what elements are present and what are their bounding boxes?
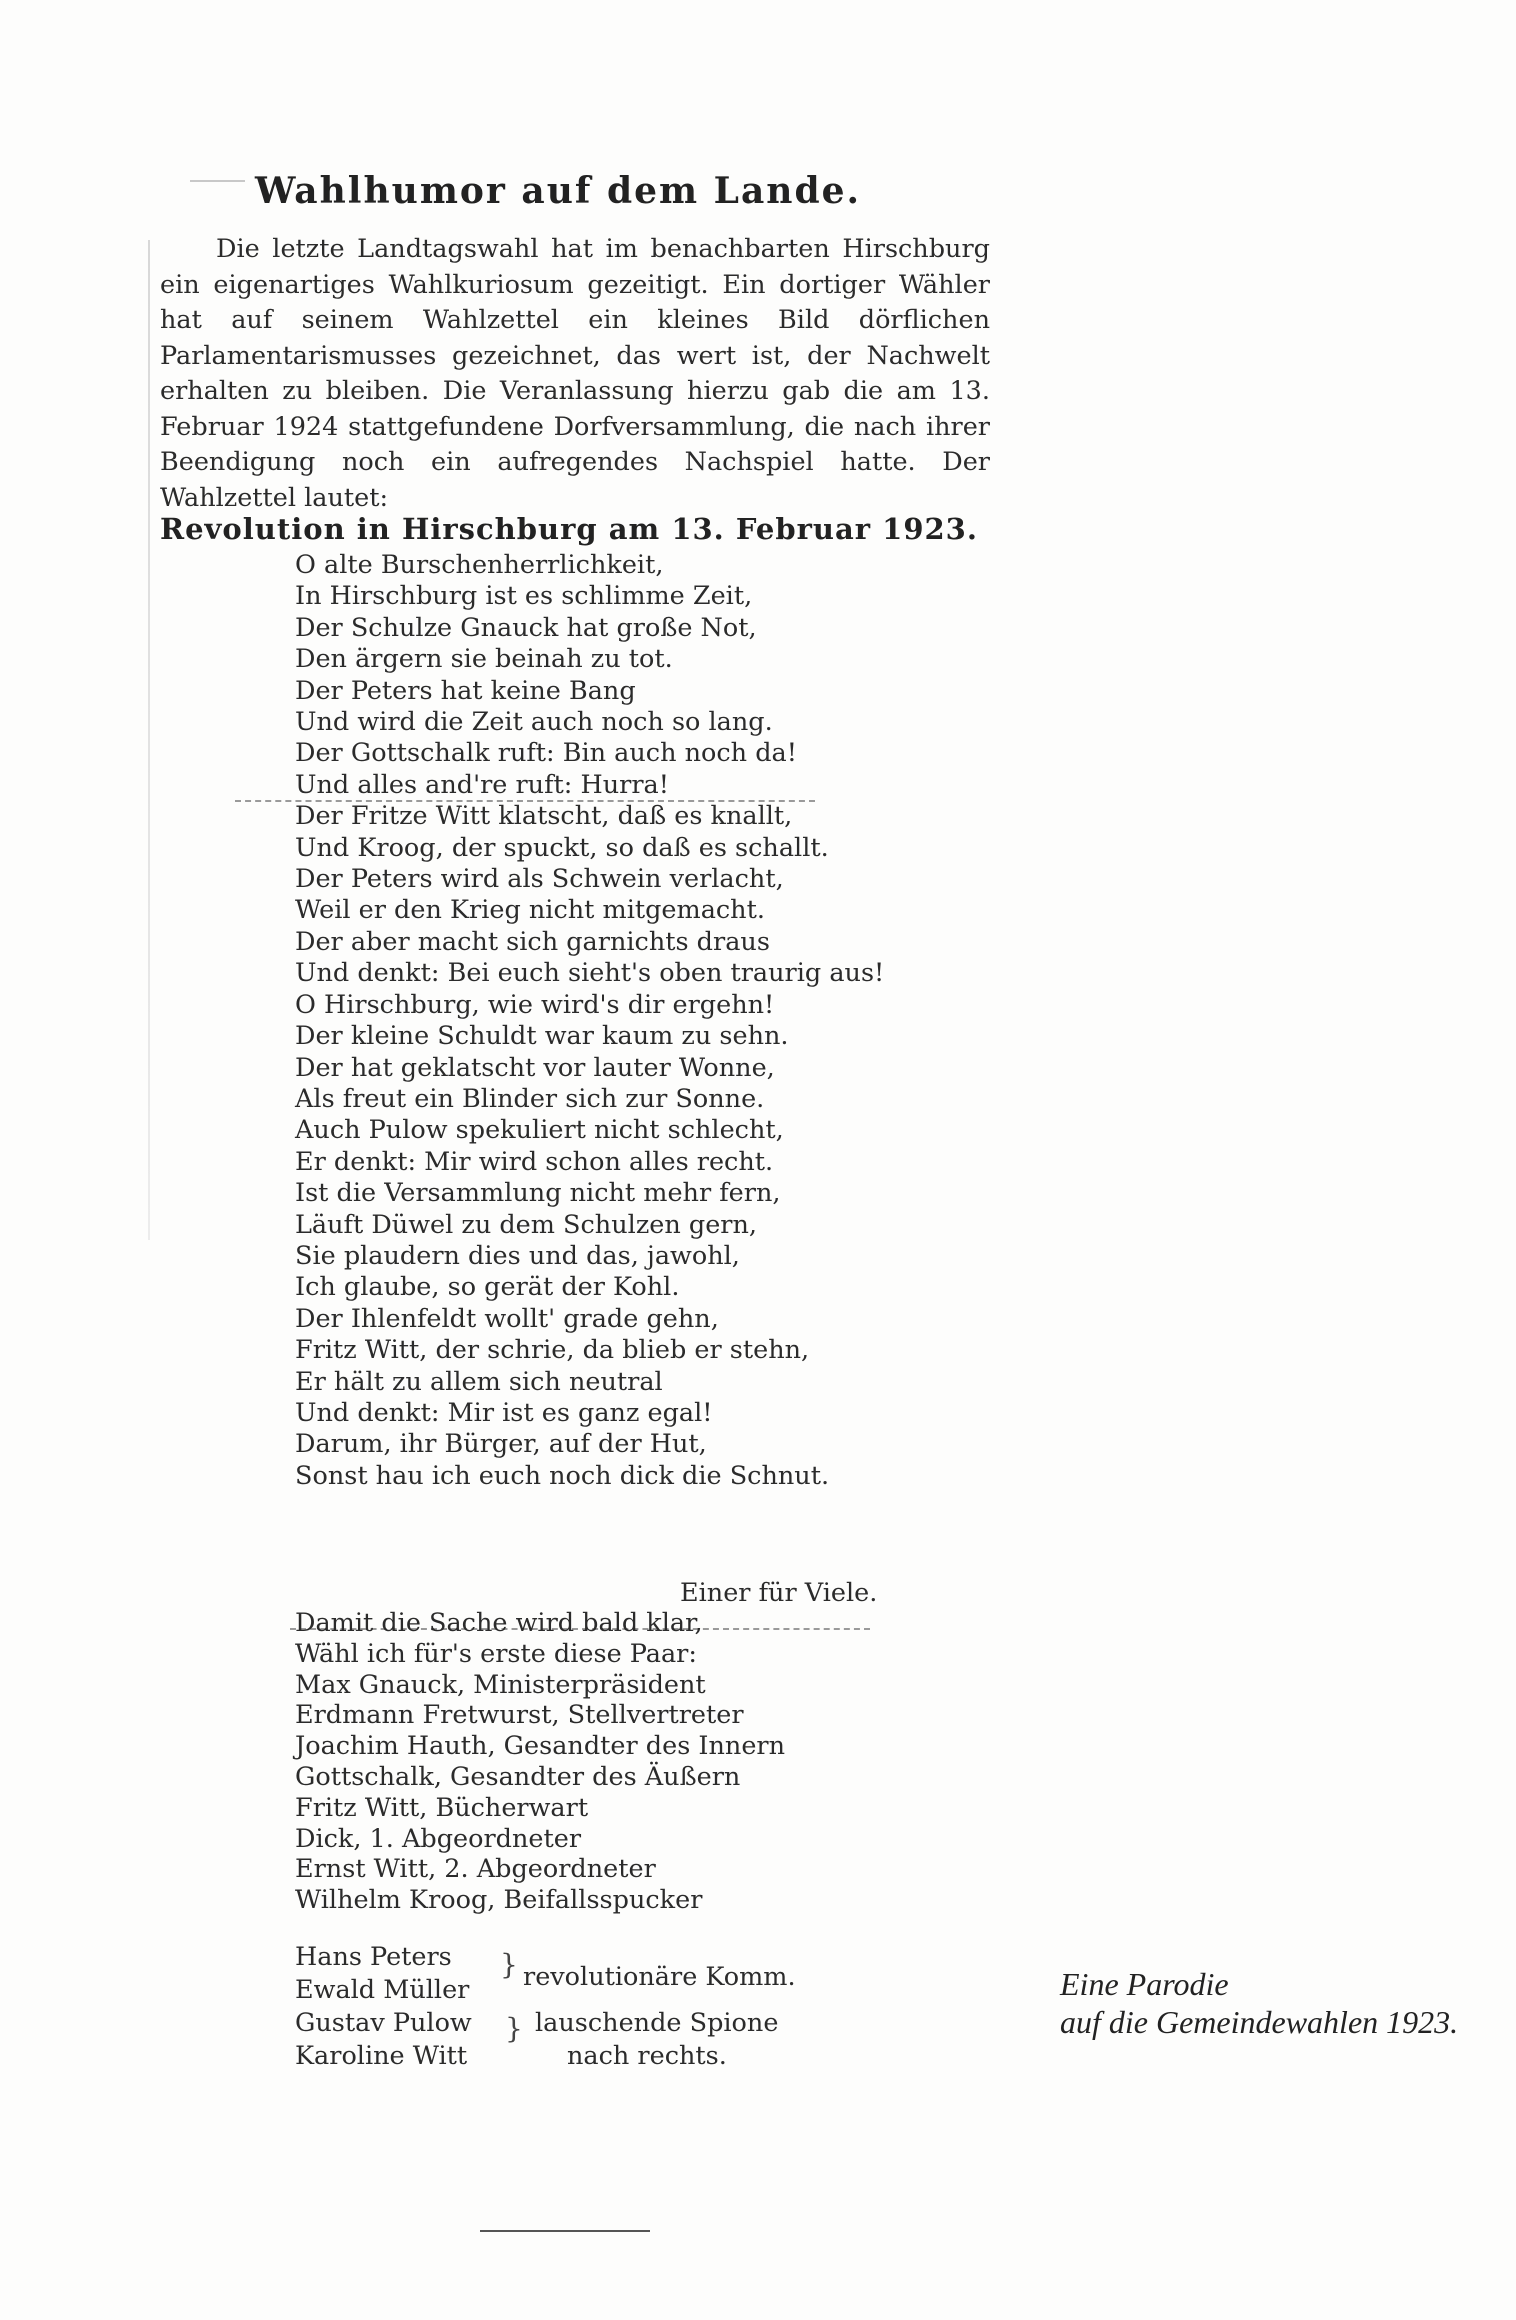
brace-icon: } — [505, 2012, 523, 2045]
list-item: Gottschalk, Gesandter des Äußern — [295, 1761, 741, 1792]
poem-line: Und wird die Zeit auch noch so lang. — [295, 707, 773, 738]
grouped-names — [295, 1942, 995, 2142]
poem-line: Auch Pulow spekuliert nicht schlecht, — [295, 1115, 784, 1146]
list-item: Fritz Witt, Bücherwart — [295, 1792, 589, 1823]
poem-line: Und alles and're ruft: Hurra! — [295, 769, 669, 800]
list-item: Wähl ich für's erste diese Paar: — [295, 1638, 697, 1669]
poem-line: Als freut ein Blinder sich zur Sonne. — [295, 1083, 765, 1114]
brace-icon: } — [500, 1948, 518, 1981]
article-title: Wahlhumor auf dem Lande. — [255, 170, 862, 212]
group-label: lauschende Spione — [535, 2008, 779, 2038]
closing-rule — [480, 2230, 650, 2232]
poem-line: Der Gottschalk ruft: Bin auch noch da! — [295, 738, 797, 769]
poem-line: Sie plaudern dies und das, jawohl, — [295, 1240, 740, 1271]
poem-line: O Hirschburg, wie wird's dir ergehn! — [295, 989, 775, 1020]
poem-line: Ist die Versammlung nicht mehr fern, — [295, 1178, 781, 1209]
poem-line: Der Peters wird als Schwein verlacht, — [295, 864, 784, 895]
strike-line — [235, 800, 815, 802]
intro-paragraph — [160, 232, 990, 516]
poem-line: Der Ihlenfeldt wollt' grade gehn, — [295, 1303, 719, 1334]
list-item: Dick, 1. Abgeordneter — [295, 1823, 582, 1854]
poem-line: Läuft Düwel zu dem Schulzen gern, — [295, 1209, 758, 1240]
poem-line: Er denkt: Mir wird schon alles recht. — [295, 1146, 774, 1177]
group-label: revolutionäre Komm. — [523, 1962, 796, 1992]
poem-line: Weil er den Krieg nicht mitgemacht. — [295, 895, 765, 926]
poem — [295, 550, 975, 1492]
list-item: Max Gnauck, Ministerpräsident — [295, 1669, 706, 1700]
poem-line: Den ärgern sie beinah zu tot. — [295, 644, 673, 675]
group-name: Gustav Pulow — [295, 2008, 472, 2038]
group-name: Hans Peters — [295, 1942, 452, 1972]
poem-line: Ich glaube, so gerät der Kohl. — [295, 1272, 680, 1303]
group-name: Ewald Müller — [295, 1975, 470, 2005]
poem-line: Fritz Witt, der schrie, da blieb er stehn, — [295, 1335, 810, 1366]
intro-text: Die letzte Landtagswahl hat im benachbarten Hirschburg ein eigenartiges Wahlkuriosum gezeitigt. Ein dortiger Wähler hat auf seinem Wahlzettel ein kleines Bild dörflichen Parlamentarismusses gezeichnet, das wert ist, der Nachwelt erhalten zu bleiben. Die Veranlassung hierzu gab die am 13. Februar 1924 stattgefundene Dorfversammlung, die nach ihrer Beendigung noch ein aufregendes Nachspiel hatte. Der Wahlzettel lautet: — [160, 234, 990, 513]
poem-line: Sonst hau ich euch noch dick die Schnut. — [295, 1460, 830, 1491]
group-label: nach rechts. — [567, 2041, 727, 2071]
title-dash — [190, 180, 245, 182]
clipping-edge — [148, 240, 150, 1240]
poem-line: Und denkt: Bei euch sieht's oben traurig aus! — [295, 958, 885, 989]
poem-heading: Revolution in Hirschburg am 13. Februar 1923. — [160, 512, 978, 546]
list-item: Ernst Witt, 2. Abgeordneter — [295, 1854, 656, 1885]
poem-line: Der Schulze Gnauck hat große Not, — [295, 612, 757, 643]
poem-line: Der kleine Schuldt war kaum zu sehn. — [295, 1021, 789, 1052]
poem-line: Der Peters hat keine Bang — [295, 675, 636, 706]
list-item: Joachim Hauth, Gesandter des Innern — [295, 1731, 786, 1762]
newspaper-clipping — [140, 150, 1000, 2130]
poem-line: O alte Burschenherrlichkeit, — [295, 550, 664, 580]
candidate-list — [295, 1608, 995, 1916]
poem-line: In Hirschburg ist es schlimme Zeit, — [295, 581, 753, 612]
list-item: Erdmann Fretwurst, Stellvertreter — [295, 1700, 744, 1731]
image-caption — [1060, 1965, 1480, 2041]
poem-line: Darum, ihr Bürger, auf der Hut, — [295, 1429, 707, 1460]
poem-line: Der Fritze Witt klatscht, daß es knallt, — [295, 801, 793, 832]
list-item: Wilhelm Kroog, Beifallsspucker — [295, 1885, 703, 1916]
list-item: Damit die Sache wird bald klar, — [295, 1608, 703, 1638]
poem-line: Er hält zu allem sich neutral — [295, 1366, 663, 1397]
caption-line: Eine Parodie — [1060, 1966, 1229, 2002]
caption-line: auf die Gemeindewahlen 1923. — [1060, 2004, 1459, 2040]
group-name: Karoline Witt — [295, 2041, 468, 2071]
poem-signature: Einer für Viele. — [680, 1578, 878, 1608]
poem-line: Und denkt: Mir ist es ganz egal! — [295, 1397, 713, 1428]
poem-line: Der aber macht sich garnichts draus — [295, 926, 770, 957]
poem-line: Der hat geklatscht vor lauter Wonne, — [295, 1052, 775, 1083]
poem-line: Und Kroog, der spuckt, so daß es schallt. — [295, 832, 829, 863]
